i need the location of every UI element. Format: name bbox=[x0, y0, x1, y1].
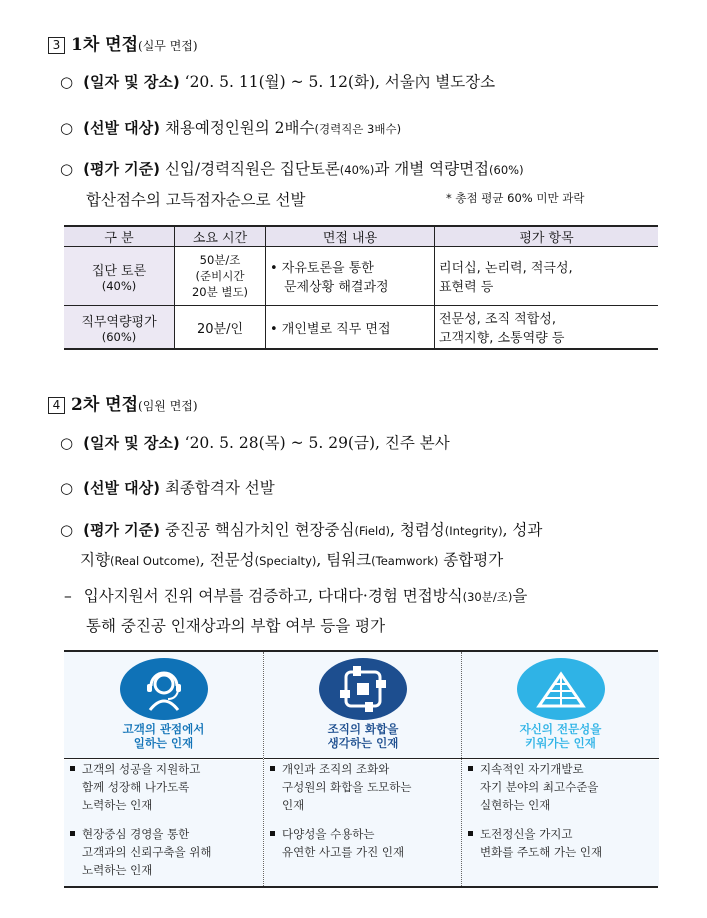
table-row bbox=[64, 247, 658, 306]
talent-panel bbox=[64, 650, 658, 888]
customer-headset-icon bbox=[120, 658, 208, 720]
talent-column bbox=[461, 652, 659, 886]
talent-caption: 고객의 관점에서 일하는 인재 bbox=[122, 722, 205, 750]
criteria-text-run: 중진공 핵심가치인 현장중심 bbox=[164, 521, 355, 539]
selection-line: ○ (선발 대상) 채용예정인원의 2배수(경력직은 3배수) bbox=[60, 119, 402, 137]
joined-hands-icon bbox=[319, 658, 407, 720]
cell-time: 50분/조 (준비시간 20분 별도) bbox=[175, 247, 266, 306]
date-place-line: ○ (일자 및 장소) ‘20. 5. 11(월) ~ 5. 12(화), 서울內 별도장소 bbox=[60, 73, 496, 91]
circle-bullet-icon: ○ bbox=[60, 119, 74, 137]
criteria-line: ○ (평가 기준) 신입/경력직원은 집단토론(40%)과 개별 역량면접(60%) bbox=[60, 160, 524, 178]
criteria-2-text bbox=[165, 521, 542, 539]
talent-column bbox=[263, 652, 462, 886]
circle-bullet-icon: ○ bbox=[60, 521, 74, 539]
talent-item: 지속적인 자기개발로 자기 분야의 최고수준을 실현하는 인재 bbox=[480, 762, 599, 812]
talent-item: 개인과 조직의 조화와 구성원의 화합을 도모하는 인재 bbox=[282, 762, 412, 812]
circle-bullet-icon: ○ bbox=[60, 434, 74, 452]
cell-content: • 자유토론을 통한 문제상황 해결과정 bbox=[266, 247, 435, 306]
criteria-english-term: (Specialty) bbox=[254, 554, 317, 568]
criteria-english-term: (Integrity) bbox=[444, 524, 503, 538]
table-header-row bbox=[64, 226, 658, 247]
criteria-text-run: , 팀워크 bbox=[316, 551, 372, 569]
cell-eval: 전문성, 조직 적합성, 고객지향, 소통역량 등 bbox=[435, 306, 659, 350]
cell-type: 집단 토론 (40%) bbox=[64, 247, 175, 306]
criteria-2-continuation bbox=[80, 548, 503, 570]
header-content: 면접 내용 bbox=[266, 226, 435, 247]
circle-bullet-icon: ○ bbox=[60, 73, 74, 91]
talent-item: 현장중심 경영을 통한 고객과의 신뢰구축을 위해 노력하는 인재 bbox=[82, 827, 212, 877]
talent-caption: 자신의 전문성을 키워가는 인재 bbox=[519, 722, 602, 750]
header-eval: 평가 항목 bbox=[435, 226, 659, 247]
talent-caption: 조직의 화합을 생각하는 인재 bbox=[327, 722, 399, 750]
criteria-text-run: , 전문성 bbox=[199, 551, 255, 569]
circle-bullet-icon: ○ bbox=[60, 479, 74, 497]
cell-content: • 개인별로 직무 면접 bbox=[266, 306, 435, 350]
section-1-title: 3 1차 면접(실무 면접) bbox=[48, 30, 198, 55]
circle-bullet-icon: ○ bbox=[60, 160, 74, 178]
header-time: 소요 시간 bbox=[175, 226, 266, 247]
criteria-text-run: , 성과 bbox=[502, 521, 543, 539]
criteria-english-term: (Real Outcome) bbox=[109, 554, 200, 568]
table-row bbox=[64, 306, 658, 350]
criteria-text-run: , 청렴성 bbox=[390, 521, 445, 539]
dash-bullet: – bbox=[64, 587, 72, 605]
criteria-line-2: ○ (평가 기준) 중진공 핵심가치인 현장중심(Field), 청렴성(Integrity), 성과 bbox=[60, 521, 543, 539]
talent-item: 도전정신을 가지고 변화를 주도해 가는 인재 bbox=[480, 827, 603, 859]
section-number-box: 3 bbox=[48, 37, 65, 54]
pyramid-icon bbox=[517, 658, 605, 720]
talent-column bbox=[64, 652, 263, 886]
criteria-text-run: 종합평가 bbox=[438, 551, 504, 569]
section-2-title: 4 2차 면접(임원 면접) bbox=[48, 390, 198, 415]
cutoff-note: * 총점 평균 60% 미만 과락 bbox=[446, 191, 585, 205]
criteria-text-run: 지향 bbox=[80, 551, 110, 569]
criteria-continuation: 합산점수의 고득점자순으로 선발 bbox=[86, 191, 306, 209]
interview-table bbox=[64, 225, 658, 350]
cell-type: 직무역량평가 (60%) bbox=[64, 306, 175, 350]
dash-continuation: 통해 중진공 인재상과의 부합 여부 등을 평가 bbox=[86, 617, 386, 635]
talent-item: 다양성을 수용하는 유연한 사고를 가진 인재 bbox=[282, 827, 405, 859]
selection-line-2: ○ (선발 대상) 최종합격자 선발 bbox=[60, 479, 275, 497]
talent-item: 고객의 성공을 지원하고 함께 성장해 나가도록 노력하는 인재 bbox=[82, 762, 201, 812]
header-type: 구 분 bbox=[64, 226, 175, 247]
cell-time: 20분/인 bbox=[175, 306, 266, 350]
dash-line: – 입사지원서 진위 여부를 검증하고, 다대다·경험 면접방식(30분/조)을 bbox=[64, 587, 528, 605]
cell-eval: 리더십, 논리력, 적극성, 표현력 등 bbox=[435, 247, 659, 306]
criteria-english-term: (Field) bbox=[354, 524, 390, 538]
criteria-english-term: (Teamwork) bbox=[371, 554, 439, 568]
date-place-line-2: ○ (일자 및 장소) ‘20. 5. 28(목) ~ 5. 29(금), 진주 본사 bbox=[60, 434, 450, 452]
section-number-box: 4 bbox=[48, 397, 65, 414]
